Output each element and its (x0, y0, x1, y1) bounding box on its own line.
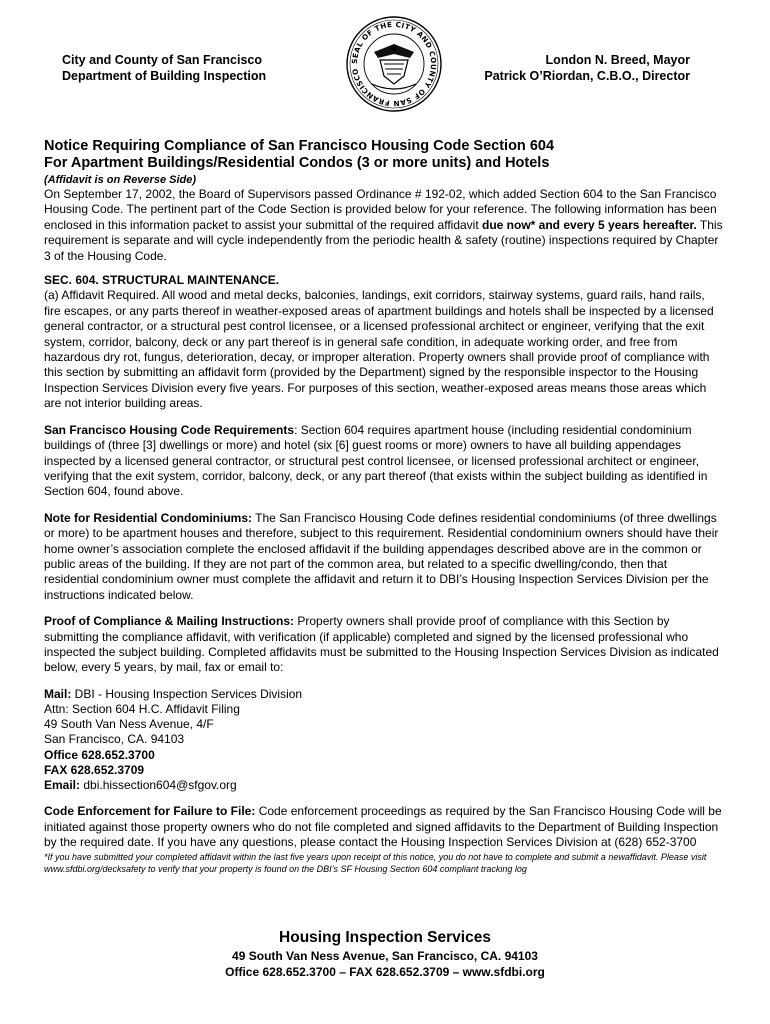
proof-paragraph (44, 614, 724, 676)
intro-tail: This requirement is separate and will cycle independently from the periodic health & safety (routine) inspections required by Chapter 3 of the Housing Code. (44, 217, 723, 263)
intro-text: On September 17, 2002, the Board of Supervisors passed Ordinance # 192-02, which added Section 604 to the San Francisco Housing Code. The pertinent part of the Code Section is provided below for your reference. The following information has been enclosed in this information packet to assist your submittal of the required affidavit (44, 187, 717, 232)
enforcement-body: Code enforcement proceedings as required by the San Francisco Housing Code will be initiated against those property owners who do not file completed and signed affidavits to the Department of Building Inspection by the required date. If you have any questions, please contact the Housing Inspection Services Division at (628) 652-3700 (44, 804, 722, 850)
city-seal-icon (344, 14, 444, 114)
notice-title-line2: For Apartment Buildings/Residential Condos (3 or more units) and Hotels (44, 155, 550, 171)
requirements-body: : Section 604 requires apartment house (including residential condominium buildings of (three [3] dwellings or more) and hotel (six [6] guest rooms or more) owners to have all building appendages inspected by a licensed general contractor, or structural pest control licensee, or licensed professional architect or engineer, verifying that the exit system, corridor, balcony, deck, or any part thereof (that exists within the subject building as identified in Section 604, found above. (44, 422, 708, 499)
office-phone: Office 628.652.3700 (44, 747, 155, 762)
requirements-label: San Francisco Housing Code Requirements (44, 422, 295, 437)
city-county-name: City and County of San Francisco (62, 53, 263, 67)
header-left (62, 52, 266, 84)
email-line (44, 778, 724, 793)
mayor-name: London N. Breed, Mayor (545, 53, 690, 67)
sec604-heading: SEC. 604. STRUCTURAL MAINTENANCE. (44, 273, 280, 288)
email-address[interactable]: dbi.hissection604@sfgov.org (80, 778, 237, 792)
header-right (484, 52, 690, 84)
condos-body: The San Francisco Housing Code defines residential condominiums (of three dwellings or more) to be apartment houses and therefore, subject to this requirement. Residential condominium owners should have their home owner’s association complete the enclosed affidavit if the building appendages described above are in the common or public areas of the building. If they are not part of the common area, but related to a specific dwelling/condo, then that residential condominium owner must complete the affidavit and return it to DBI’s Housing Inspection Services Division per the instructions indicated below. (44, 510, 719, 602)
notice-body (44, 138, 724, 875)
footnote: *If you have submitted your completed affidavit within the last five years upon receipt of this notice, you do not have to complete and submit a newaffidavit. Please visit www.sfdbi.org/decksafety to verify that your property is found on the DBI’s SF Housing Section 604 compliant tracking log (44, 852, 707, 875)
mail-label: Mail: (44, 686, 72, 701)
mailing-address (44, 687, 724, 793)
footer-contact: Office 628.652.3700 – FAX 628.652.3709 – www.sfdbi.org (225, 965, 545, 979)
footer-title: Housing Inspection Services (279, 929, 491, 946)
intro-bold: due now* and every 5 years hereafter. (482, 217, 697, 232)
enforcement-label: Code Enforcement for Failure to File: (44, 804, 256, 819)
proof-body: Property owners shall provide proof of compliance with this Section by submitting the compliance affidavit, with verification (if applicable) completed and signed by the licensed professional who inspected the subject building. Completed affidavits must be submitted to the Housing Inspection Services Division as indicated below, every 5 years, by mail, fax or email to: (44, 614, 719, 675)
seal-lettering: SEAL OF THE CITY AND COUNTY OF SAN FRANCISCO (349, 19, 439, 109)
mail-line1: Mail: DBI - Housing Inspection Services Division (44, 686, 303, 701)
notice-title-line1: Notice Requiring Compliance of San Francisco Housing Code Section 604 (44, 138, 555, 154)
footer-address: 49 South Van Ness Avenue, San Francisco, CA. 94103 (232, 949, 538, 963)
condos-paragraph (44, 511, 724, 603)
notice-subtitle: (Affidavit is on Reverse Side) (44, 174, 197, 186)
fax-number: FAX 628.652.3709 (44, 762, 145, 777)
requirements-paragraph (44, 423, 724, 500)
email-label: Email: (44, 778, 81, 792)
enforcement-paragraph (44, 804, 724, 850)
proof-label: Proof of Compliance & Mailing Instructions: (44, 614, 295, 629)
condos-label: Note for Residential Condominiums: (44, 510, 253, 525)
mail-line3: 49 South Van Ness Avenue, 4/F (44, 717, 214, 732)
department-name: Department of Building Inspection (62, 69, 267, 83)
mail-line4: San Francisco, CA. 94103 (44, 732, 185, 747)
director-name: Patrick O’Riordan, C.B.O., Director (484, 69, 690, 83)
mail-line2: Attn: Section 604 H.C. Affidavit Filing (44, 701, 240, 716)
intro-paragraph (44, 187, 724, 264)
sec604-body: (a) Affidavit Required. All wood and metal decks, balconies, landings, exit corridors, stairway systems, guard rails, hand rails, fire escapes, or any parts thereof in weather-exposed areas of apartment buildings and hotels shall be inspected by a licensed general contractor, or a structural pest control licensee, or a licensed professional architect or engineer, verifying that the exit system, corridor, balcony, deck or any part thereof is in general safe condition, in adequate working order, and free from hazardous dry rot, fungus, deterioration, decay, or improper alteration. Property owners shall provide proof of compliance with this section by submitting an affidavit form (provided by the Department) signed by the responsible inspector to the Housing Inspection Services Division every five years. For purposes of this section, weather-exposed areas means those areas which are not interior building areas. (44, 288, 714, 411)
page-footer (0, 928, 770, 980)
